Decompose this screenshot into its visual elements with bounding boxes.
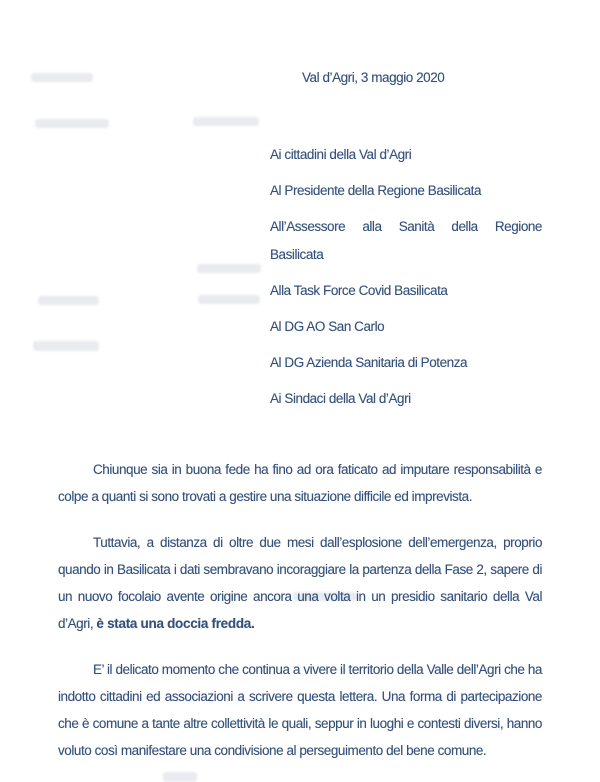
bold-emphasis: è stata una doccia fredda.	[96, 616, 255, 631]
recipient-list	[270, 141, 542, 421]
recipient-health-assessor: All’Assessore alla Sanità della Regione Basilicata	[270, 219, 542, 262]
redacted-smudge	[31, 73, 93, 82]
date-line: Val d’Agri, 3 maggio 2020	[302, 70, 445, 85]
redacted-smudge	[35, 119, 109, 128]
redacted-smudge	[197, 264, 261, 273]
recipient-citizens: Ai cittadini della Val d’Agri	[270, 147, 412, 162]
paragraph-text: Tuttavia, a distanza di oltre due mesi dall’esplosione dell’emergenza, proprio quando in Basilicata i dati sembravano incoraggiare la partenza della Fase 2, sapere di un nuovo focolaio avente origine ancora una volta in un presidio sanitario della Val d’Agri,	[58, 535, 542, 631]
recipient-task-force: Alla Task Force Covid Basilicata	[270, 283, 448, 298]
redacted-smudge	[198, 295, 260, 304]
paragraph-3	[58, 656, 542, 764]
redacted-smudge	[193, 117, 259, 126]
recipient-mayors: Ai Sindaci della Val d’Agri	[270, 391, 411, 406]
redacted-smudge	[33, 341, 99, 351]
letter-body	[58, 456, 542, 782]
paragraph-text: E’ il delicato momento che continua a vivere il territorio della Valle dell’Agri che ha indotto cittadini ed associazioni a scrivere questa lettera. Una forma di partecipazione che è comune a tante altre collettività le quali, seppur in luoghi e contesti diversi, hanno voluto così manifestare una condivisione al perseguimento del bene comune.	[58, 662, 542, 758]
recipient-dg-asl-potenza: Al DG Azienda Sanitaria di Potenza	[270, 355, 468, 370]
redacted-smudge	[38, 296, 99, 305]
recipient-dg-san-carlo: Al DG AO San Carlo	[270, 319, 385, 334]
paragraph-text: Chiunque sia in buona fede ha fino ad ora faticato ad imputare responsabilità e colpe a quanti si sono trovati a gestire una situazione difficile ed imprevista.	[58, 462, 542, 504]
paragraph-2	[58, 529, 542, 637]
recipient-region-president: Al Presidente della Regione Basilicata	[270, 183, 482, 198]
paragraph-1	[58, 456, 542, 510]
